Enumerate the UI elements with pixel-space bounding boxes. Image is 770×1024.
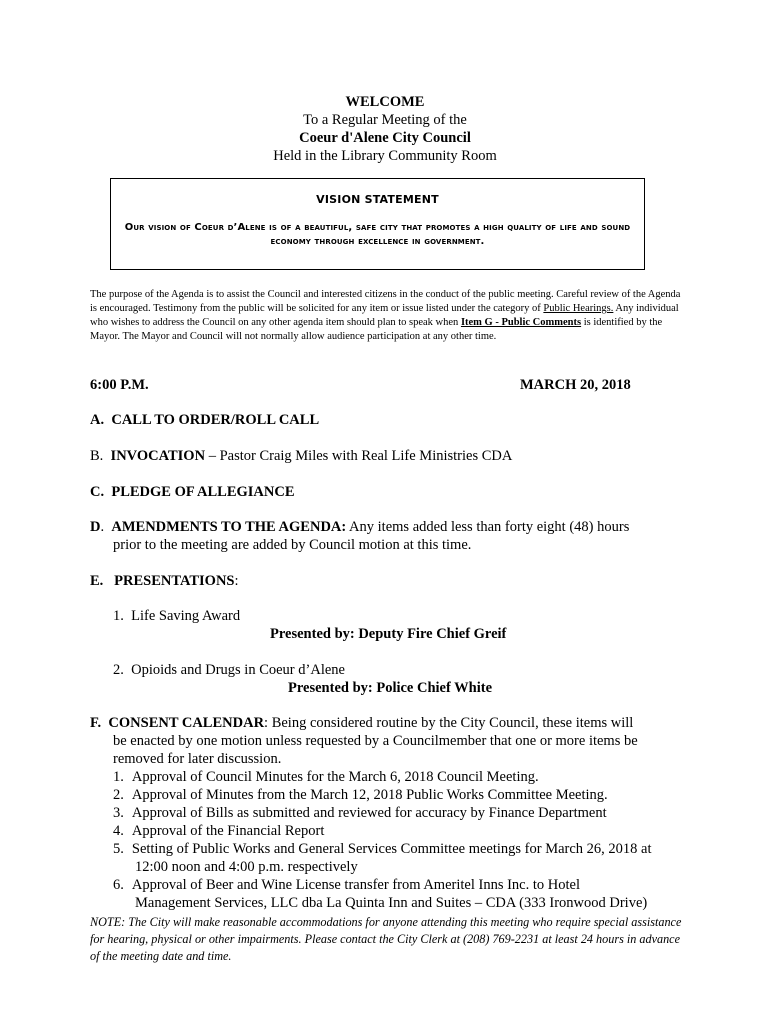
consent-item [113, 822, 324, 840]
purpose-text-2: Any individual who wishes to address the Council on any other agenda item should plan to speak when [90, 303, 679, 328]
consent-item-text: Approval of Minutes from the March 12, 2018 Public Works Committee Meeting. [131, 787, 608, 803]
item-f-title: CONSENT CALENDAR [108, 715, 265, 731]
consent-item-continued: 12:00 noon and 4:00 p.m. respectively [135, 859, 358, 875]
purpose-text-1: The purpose of the Agenda is to assist the Council and interested citizens in the conduct of the public meeting. Careful review of the Agenda is encouraged. Testimony from the public will be solicited for any item or issue listed under the category of [90, 289, 681, 314]
item-d-dot: . [100, 519, 105, 535]
item-f-letter: F. [90, 715, 102, 731]
item-b [90, 447, 512, 465]
item-b-letter: B. [90, 448, 104, 464]
accommodation-note: NOTE: The City will make reasonable accommodations for anyone attending this meeting who require special assistance for hearing, physical or other impairments. Please contact the City Clerk at (208) 769-2231 at least 24 hours in advance of the meeting date and time. [90, 915, 682, 963]
item-d-letter: D [90, 519, 101, 535]
consent-item-text: Approval of Beer and Wine License transfer from Ameritel Inns Inc. to Hotel [131, 877, 580, 893]
council-name: Coeur d'Alene City Council [299, 130, 471, 146]
item-e-title: PRESENTATIONS [114, 573, 235, 589]
presentation-2 [113, 661, 345, 679]
public-hearings-link: Public Hearings. [543, 303, 614, 314]
item-c-title: PLEDGE OF ALLEGIANCE [111, 484, 295, 500]
item-f-intro-2: be enacted by one motion unless requested by a Councilmember that one or more items be [113, 733, 638, 749]
consent-item-num: 3. [113, 805, 124, 821]
item-e-letter: E. [90, 573, 104, 589]
consent-item-text: Approval of Bills as submitted and reviewed for accuracy by Finance Department [131, 805, 607, 821]
presentation-2-title: Opioids and Drugs in Coeur d’Alene [131, 662, 345, 678]
vision-text: Our vision of Coeur d’Alene is of a beautiful, safe city that promotes a high quality of life and sound economy through excellence in government. [124, 222, 631, 247]
meeting-subtitle: To a Regular Meeting of the [303, 112, 467, 128]
presentation-2-num: 2. [113, 662, 124, 678]
item-a-letter: A. [90, 412, 105, 428]
item-b-text: – Pastor Craig Miles with Real Life Ministries CDA [205, 448, 513, 464]
consent-item [113, 840, 652, 858]
item-f-intro-1: : Being considered routine by the City Council, these items will [264, 715, 634, 731]
item-c [90, 483, 295, 501]
item-b-title: INVOCATION [110, 448, 206, 464]
presentation-2-presenter: Presented by: Police Chief White [288, 680, 493, 696]
consent-item [113, 804, 607, 822]
item-e-colon: : [234, 573, 239, 589]
item-e [90, 572, 239, 590]
item-f-intro-3: removed for later discussion. [113, 751, 282, 767]
meeting-location: Held in the Library Community Room [273, 148, 497, 164]
consent-item-text: Approval of the Financial Report [131, 823, 325, 839]
meeting-time: 6:00 P.M. [90, 377, 149, 393]
presentation-1-num: 1. [113, 608, 124, 624]
presentation-1 [113, 607, 240, 625]
purpose-text-3: is identified by the Mayor. The Mayor and Council will not normally allow audience participation at any other time. [90, 317, 663, 342]
item-c-letter: C. [90, 484, 105, 500]
vision-statement-box [110, 178, 645, 270]
consent-item [113, 786, 608, 804]
consent-item-num: 6. [113, 877, 124, 893]
public-comments-link: Item G - Public Comments [460, 317, 582, 328]
consent-item-num: 1. [113, 769, 124, 785]
item-a [90, 411, 319, 429]
vision-title: VISION STATEMENT [316, 193, 439, 206]
item-a-title: CALL TO ORDER/ROLL CALL [111, 412, 320, 428]
welcome-heading: WELCOME [345, 94, 425, 110]
item-f [90, 714, 633, 732]
consent-item-num: 5. [113, 841, 124, 857]
consent-item [113, 768, 539, 786]
consent-item-text: Setting of Public Works and General Services Committee meetings for March 26, 2018 at [131, 841, 652, 857]
agenda-purpose-paragraph [90, 288, 690, 344]
presentation-1-title: Life Saving Award [131, 608, 241, 624]
consent-item-num: 2. [113, 787, 124, 803]
item-d-text-2: prior to the meeting are added by Council motion at this time. [113, 537, 472, 553]
item-d-title: AMENDMENTS TO THE AGENDA: [111, 519, 347, 535]
item-d [90, 518, 629, 536]
meeting-date: MARCH 20, 2018 [520, 377, 631, 393]
item-d-text: Any items added less than forty eight (48) hours [346, 519, 630, 535]
presentation-1-presenter: Presented by: Deputy Fire Chief Greif [270, 626, 507, 642]
consent-item [113, 876, 580, 894]
consent-item-continued: Management Services, LLC dba La Quinta Inn and Suites – CDA (333 Ironwood Drive) [135, 895, 648, 911]
consent-item-text: Approval of Council Minutes for the March 6, 2018 Council Meeting. [131, 769, 539, 785]
consent-item-num: 4. [113, 823, 124, 839]
